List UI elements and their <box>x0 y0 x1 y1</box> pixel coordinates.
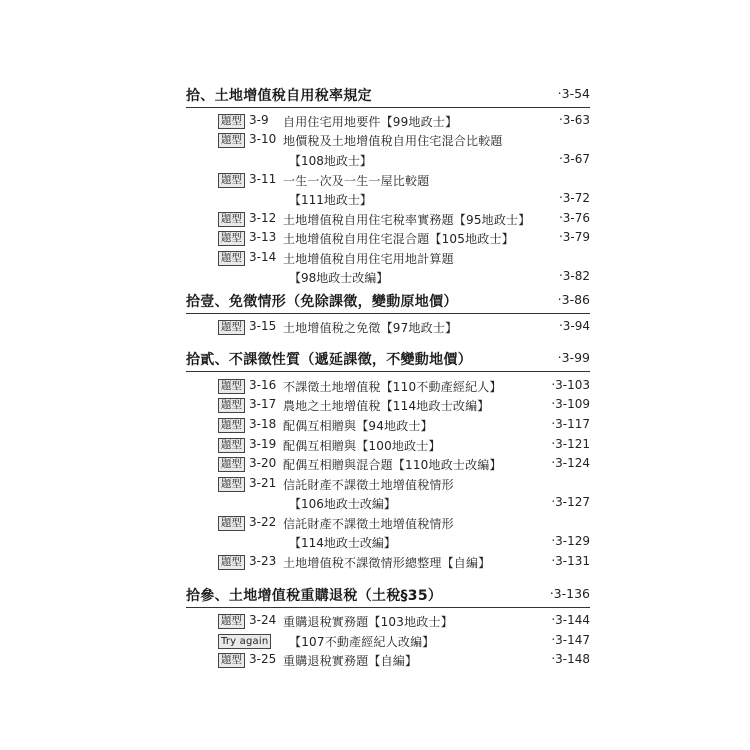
toc-entry <box>186 230 590 250</box>
entry-number: 3-19 <box>249 437 277 451</box>
question-type-tag: 題型 <box>218 379 245 394</box>
section-divider <box>186 371 590 372</box>
entry-number: 3-14 <box>249 250 277 264</box>
entry-title: 地價稅及土地增值稅自用住宅混合比較題 <box>283 134 503 148</box>
toc-entry <box>186 172 590 192</box>
question-type-tag: 題型 <box>218 653 245 668</box>
entry-number: 3-10 <box>249 132 277 146</box>
entry-page-number: ‧3-82 <box>558 269 590 283</box>
entry-title: 農地之土地增值稅【114地政士改編】 <box>283 399 490 413</box>
question-type-tag: 題型 <box>218 212 245 227</box>
section-divider <box>186 313 590 314</box>
toc-section <box>186 585 590 605</box>
section-divider <box>186 607 590 608</box>
entry-title: 土地增值稅不課徵情形總整理【自編】 <box>283 556 491 570</box>
entry-page-number: ‧3-94 <box>558 319 590 333</box>
entry-title: 自用住宅用地要件【99地政士】 <box>283 115 458 129</box>
toc-section <box>186 85 590 105</box>
toc-entry <box>186 417 590 437</box>
toc-entry-continuation <box>186 191 590 211</box>
question-type-tag: 題型 <box>218 231 245 246</box>
toc-entry <box>186 397 590 417</box>
entry-source: 【108地政士】 <box>289 154 372 168</box>
toc-entry <box>186 652 590 672</box>
entry-page-number: ‧3-67 <box>558 152 590 166</box>
question-type-tag: 題型 <box>218 398 245 413</box>
entry-number: 3-13 <box>249 230 277 244</box>
entry-title: 信託財產不課徵土地增值稅情形 <box>283 478 454 492</box>
question-type-tag: 題型 <box>218 614 245 629</box>
section-title: 拾、土地增值稅自用稅率規定 <box>186 88 372 104</box>
question-type-tag: 題型 <box>218 438 245 453</box>
entry-number: 3-15 <box>249 319 277 333</box>
section-page-number: ‧3-136 <box>549 586 590 601</box>
toc-entry <box>186 319 590 339</box>
toc-entry <box>186 515 590 535</box>
entry-title: 不課徵土地增值稅【110不動產經紀人】 <box>283 380 502 394</box>
toc-entry <box>186 456 590 476</box>
question-type-tag: 題型 <box>218 133 245 148</box>
entry-number: 3-11 <box>249 172 277 186</box>
try-again-tag: Try again <box>218 634 271 649</box>
question-type-tag: 題型 <box>218 418 245 433</box>
entry-number: 3-9 <box>249 113 269 127</box>
question-type-tag: 題型 <box>218 251 245 266</box>
question-type-tag: 題型 <box>218 114 245 129</box>
section-page-number: ‧3-99 <box>557 350 590 365</box>
toc-entry <box>186 250 590 270</box>
entry-page-number: ‧3-79 <box>558 230 590 244</box>
toc-entry <box>186 132 590 152</box>
entry-title: 土地增值稅自用住宅用地計算題 <box>283 252 454 266</box>
toc-entry-continuation <box>186 152 590 172</box>
entry-number: 3-17 <box>249 397 277 411</box>
question-type-tag: 題型 <box>218 555 245 570</box>
question-type-tag: 題型 <box>218 173 245 188</box>
entry-page-number: ‧3-124 <box>551 456 590 470</box>
entry-source: 【107不動產經紀人改編】 <box>289 635 435 649</box>
toc-entry <box>186 613 590 633</box>
entry-title: 重購退稅實務題【103地政士】 <box>283 615 453 629</box>
entry-title: 配偶互相贈與【100地政士】 <box>283 439 441 453</box>
entry-source: 【106地政士改編】 <box>289 497 396 511</box>
entry-page-number: ‧3-148 <box>551 652 590 666</box>
entry-page-number: ‧3-109 <box>551 397 590 411</box>
toc-entry <box>186 633 590 653</box>
entry-title: 土地增值稅自用住宅混合題【105地政士】 <box>283 232 514 246</box>
entry-title: 配偶互相贈與【94地政士】 <box>283 419 433 433</box>
entry-number: 3-25 <box>249 652 277 666</box>
entry-source: 【114地政士改編】 <box>289 536 396 550</box>
entry-number: 3-21 <box>249 476 277 490</box>
entry-title: 重購退稅實務題【自編】 <box>283 654 418 668</box>
entry-title: 信託財產不課徵土地增值稅情形 <box>283 517 454 531</box>
entry-page-number: ‧3-147 <box>551 633 590 647</box>
toc-entry <box>186 211 590 231</box>
entry-number: 3-24 <box>249 613 277 627</box>
toc-entry <box>186 378 590 398</box>
toc-entry <box>186 113 590 133</box>
section-title: 拾參、土地增值稅重購退稅（土稅§35） <box>186 588 443 604</box>
entry-number: 3-20 <box>249 456 277 470</box>
entry-page-number: ‧3-129 <box>551 534 590 548</box>
entry-page-number: ‧3-121 <box>551 437 590 451</box>
entry-page-number: ‧3-76 <box>558 211 590 225</box>
entry-source: 【111地政士】 <box>289 193 372 207</box>
entry-title: 配偶互相贈與混合題【110地政士改編】 <box>283 458 502 472</box>
toc-entry-continuation <box>186 534 590 554</box>
entry-page-number: ‧3-63 <box>558 113 590 127</box>
entry-title: 土地增值稅自用住宅稅率實務題【95地政士】 <box>283 213 531 227</box>
toc-section <box>186 291 590 311</box>
section-title: 拾壹、免徵情形（免除課徵，變動原地價） <box>186 294 458 310</box>
question-type-tag: 題型 <box>218 320 245 335</box>
question-type-tag: 題型 <box>218 477 245 492</box>
section-divider <box>186 107 590 108</box>
toc-entry <box>186 554 590 574</box>
entry-number: 3-12 <box>249 211 277 225</box>
toc-entry-continuation <box>186 495 590 515</box>
entry-page-number: ‧3-117 <box>551 417 590 431</box>
toc-entry <box>186 437 590 457</box>
entry-source: 【98地政士改編】 <box>289 271 389 285</box>
section-page-number: ‧3-86 <box>557 292 590 307</box>
entry-page-number: ‧3-144 <box>551 613 590 627</box>
entry-number: 3-16 <box>249 378 277 392</box>
entry-number: 3-23 <box>249 554 277 568</box>
toc-entry <box>186 476 590 496</box>
section-title: 拾貳、不課徵性質（遞延課徵，不變動地價） <box>186 352 472 368</box>
entry-number: 3-18 <box>249 417 277 431</box>
entry-title: 一生一次及一生一屋比較題 <box>283 174 430 188</box>
toc-entry-continuation <box>186 269 590 289</box>
entry-page-number: ‧3-127 <box>551 495 590 509</box>
question-type-tag: 題型 <box>218 457 245 472</box>
section-page-number: ‧3-54 <box>557 86 590 101</box>
entry-page-number: ‧3-72 <box>558 191 590 205</box>
entry-page-number: ‧3-131 <box>551 554 590 568</box>
question-type-tag: 題型 <box>218 516 245 531</box>
entry-title: 土地增值稅之免徵【97地政士】 <box>283 321 458 335</box>
toc-section <box>186 349 590 369</box>
entry-page-number: ‧3-103 <box>551 378 590 392</box>
entry-number: 3-22 <box>249 515 277 529</box>
